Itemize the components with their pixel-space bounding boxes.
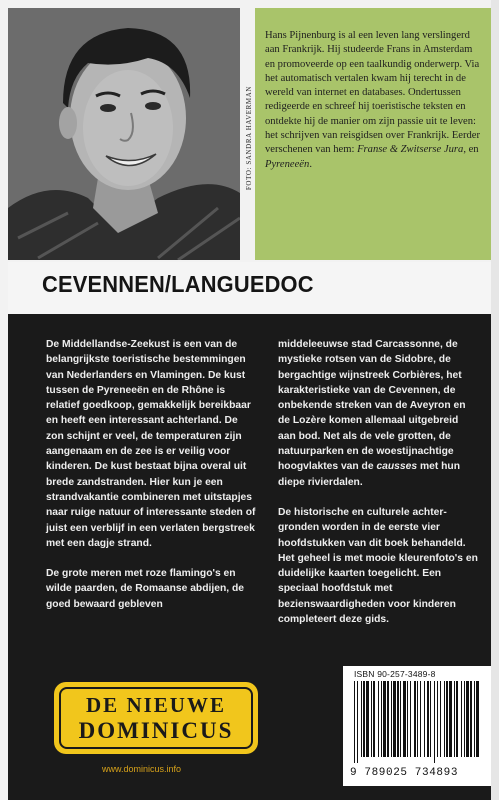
body-text: met hun diepe rivierdalen.: [278, 461, 460, 488]
logo-line-1: DE NIEUWE: [86, 692, 226, 717]
causses-term: causses: [376, 461, 418, 473]
barcode-icon: [350, 681, 484, 763]
bio-book-2: Pyreneeën: [265, 158, 310, 170]
book-title: CEVENNEN/LANGUEDOC: [42, 271, 314, 297]
body-paragraph: De grote meren met roze flamingo's en wilde paarden, de Romaanse abdijen, de goed bewaard gebleven: [46, 568, 244, 610]
photo-credit: [243, 28, 255, 248]
body-paragraph: De Middellandse-Zeekust is een van de belangrijkste toeristische bestemmingen van Nederlanders en Vlamingen. De kust tussen de Pyreneeën en de Rhône is relatief goedkoop, gemakkelijk bereikbaar en heeft een interessant achterland. De zon schijnt er veel, de temperaturen zijn aangenaam en de zee is er veilig voor kinderen. De kust bestaat bijna overal uit brede zandstranden. Hier kun je een strandvakantie combineren met uitstapjes naar ruige natuur of interessante steden of juist een verblijf in een verlaten bergstreek met een dagje strand.: [46, 339, 256, 549]
bio-connector: , en: [463, 144, 479, 156]
text-column-right: [278, 337, 478, 642]
author-photo: [8, 8, 240, 260]
photo-credit-text: FOTO: SANDRA HAVERMAN: [245, 85, 254, 191]
isbn-text: ISBN 90-257-3489-8: [354, 669, 436, 679]
body-paragraph: [278, 337, 478, 490]
page-edge: [491, 0, 499, 800]
body-paragraph: De historische en culturele achtergronden worden in de eerste vier hoofdstukken van dit boek behandeld. Het geheel is met mooie kleurenfoto's en duidelijke kaarten toegelicht. Een speciaal hoofdstuk met bezienswaardigheden voor kinderen completeert deze gids.: [278, 506, 478, 626]
publisher-logo: [54, 682, 258, 754]
bio-book-1: Franse & Zwitserse Jura: [357, 144, 464, 156]
logo-line-2: DOMINICUS: [78, 717, 234, 743]
ean-number: 9 789025 734893: [350, 767, 459, 779]
barcode-label: [343, 666, 491, 786]
publisher-url[interactable]: www.dominicus.info: [102, 764, 182, 774]
title-band: [8, 262, 491, 314]
bio-text: Hans Pijnenburg is al een leven lang verslingerd aan Frankrijk. Hij studeerde Frans in Amsterdam en promoveerde op een taalkundig onderwerp. Via het automatisch vertalen kwam hij terecht in de wereld van internet en databases. Ondertussen redigeerde en schreef hij toeristische teksten en ontdekte hij de manier om zijn passie uit te leven: het schrijven van reisgidsen over Frankrijk. Eerder verschenen van hem:: [265, 30, 481, 156]
body-text: middeleeuwse stad Carcassonne, de mystieke rotsen van de Sidobre, de bergachtige wijnstreek Corbières, het karakteristieke van de Cevennen, de onbekende streken van de Aveyron en de Lozère komen allemaal uitgebreid aan bod. Net als de vele grotten, de natuurparken en de woestijnachtige hoogvlaktes van de: [278, 339, 466, 473]
author-bio: [255, 8, 491, 260]
text-column-left: [46, 337, 258, 627]
back-cover-body: [8, 314, 491, 800]
bio-end: .: [309, 158, 312, 170]
